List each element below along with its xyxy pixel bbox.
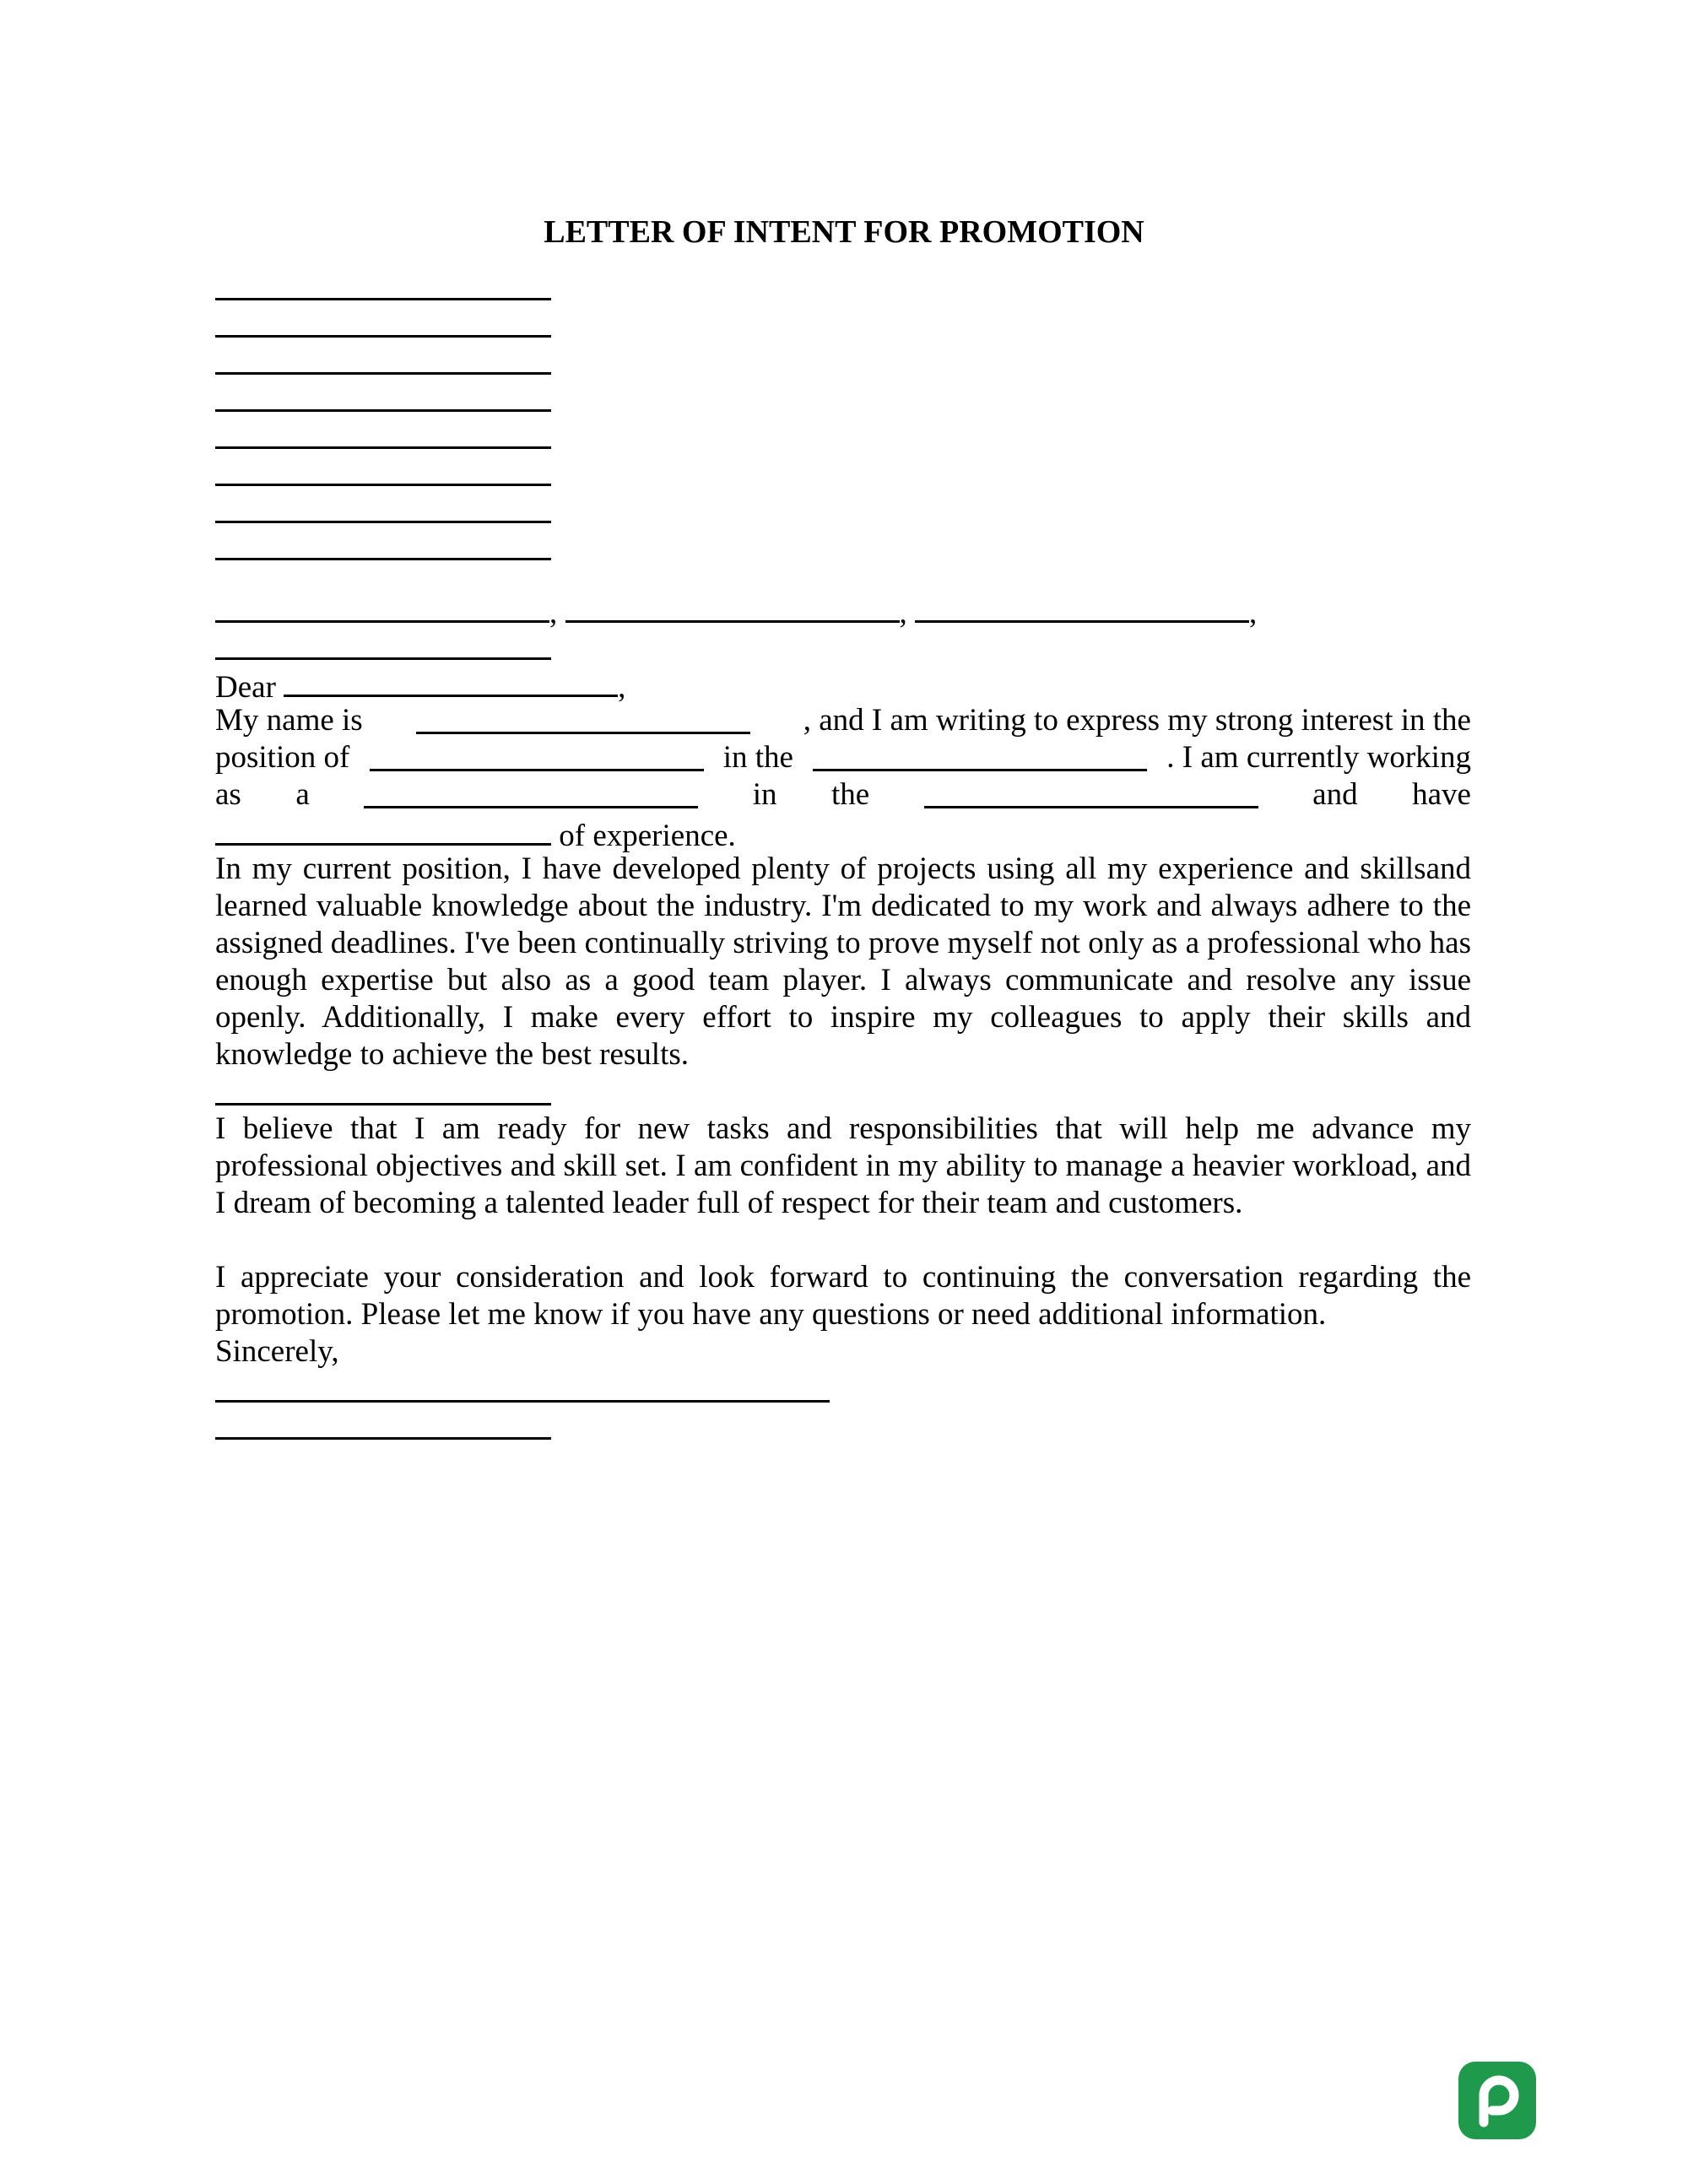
- salutation: Dear ,: [215, 665, 1471, 706]
- printed-name-row: [215, 1408, 1471, 1449]
- body-paragraph-1: In my current position, I have developed plenty of projects using all my experience and skillsand learned valuable knowledge about the industry. I'm dedicated to my work and always adhere to the assigned deadlines. I've been continually striving to prove myself not only as a professional who has enough expertise but also as a good team player. I always communicate and resolve any issue openly. Additionally, I make every effort to inspire my colleagues to apply their skills and knowledge to achieve the best results.: [215, 851, 1471, 1072]
- city-field[interactable]: [215, 591, 549, 623]
- page-title: LETTER OF INTENT FOR PROMOTION: [544, 214, 1144, 250]
- address-line[interactable]: [215, 545, 551, 565]
- zip-field[interactable]: [915, 591, 1249, 623]
- city-state-zip-row: , , ,: [215, 591, 1471, 632]
- body-paragraph-3: I appreciate your consideration and look forward to continuing the conversation regarding the promotion. Please let me know if you have any questions or need additional information.: [215, 1260, 1471, 1332]
- body-paragraph-2: I believe that I am ready for new tasks and responsibilities that will help me advance my professional objectives and skill set. I am confident in my ability to manage a heavier workload, and I dream of becoming a talented leader full of respect for their team and customers.: [215, 1111, 1471, 1220]
- dear-label: Dear: [215, 670, 276, 705]
- position-field[interactable]: [370, 739, 704, 771]
- closing: Sincerely,: [215, 1334, 339, 1369]
- signature-field[interactable]: [215, 1370, 830, 1403]
- current-department-field[interactable]: [924, 776, 1258, 808]
- p-logo-icon: [1458, 2062, 1536, 2139]
- address-line[interactable]: [215, 322, 551, 342]
- date-row: [215, 628, 1471, 669]
- your-name-field[interactable]: [416, 702, 750, 734]
- department-field[interactable]: [813, 739, 1147, 771]
- signature-row: [215, 1370, 1471, 1412]
- address-line[interactable]: [215, 359, 551, 379]
- current-role-field[interactable]: [364, 776, 698, 808]
- additional-info-row: [215, 1073, 1471, 1115]
- intro-line-4: of experience.: [215, 814, 1471, 855]
- address-line[interactable]: [215, 285, 551, 305]
- address-line[interactable]: [215, 471, 551, 490]
- date-field[interactable]: [215, 628, 551, 660]
- address-line[interactable]: [215, 397, 551, 416]
- intro-line-1: My name is , and I am writing to express my strong interest in the: [215, 703, 1471, 738]
- years-experience-field[interactable]: [215, 814, 551, 846]
- additional-info-field[interactable]: [215, 1073, 551, 1106]
- address-line[interactable]: [215, 434, 551, 453]
- intro-line-3: as a in the and have: [215, 777, 1471, 812]
- recipient-name-field[interactable]: [284, 665, 618, 697]
- address-line[interactable]: [215, 508, 551, 527]
- printed-name-field[interactable]: [215, 1408, 551, 1440]
- intro-line-2: position of in the . I am currently working: [215, 740, 1471, 775]
- state-field[interactable]: [565, 591, 900, 623]
